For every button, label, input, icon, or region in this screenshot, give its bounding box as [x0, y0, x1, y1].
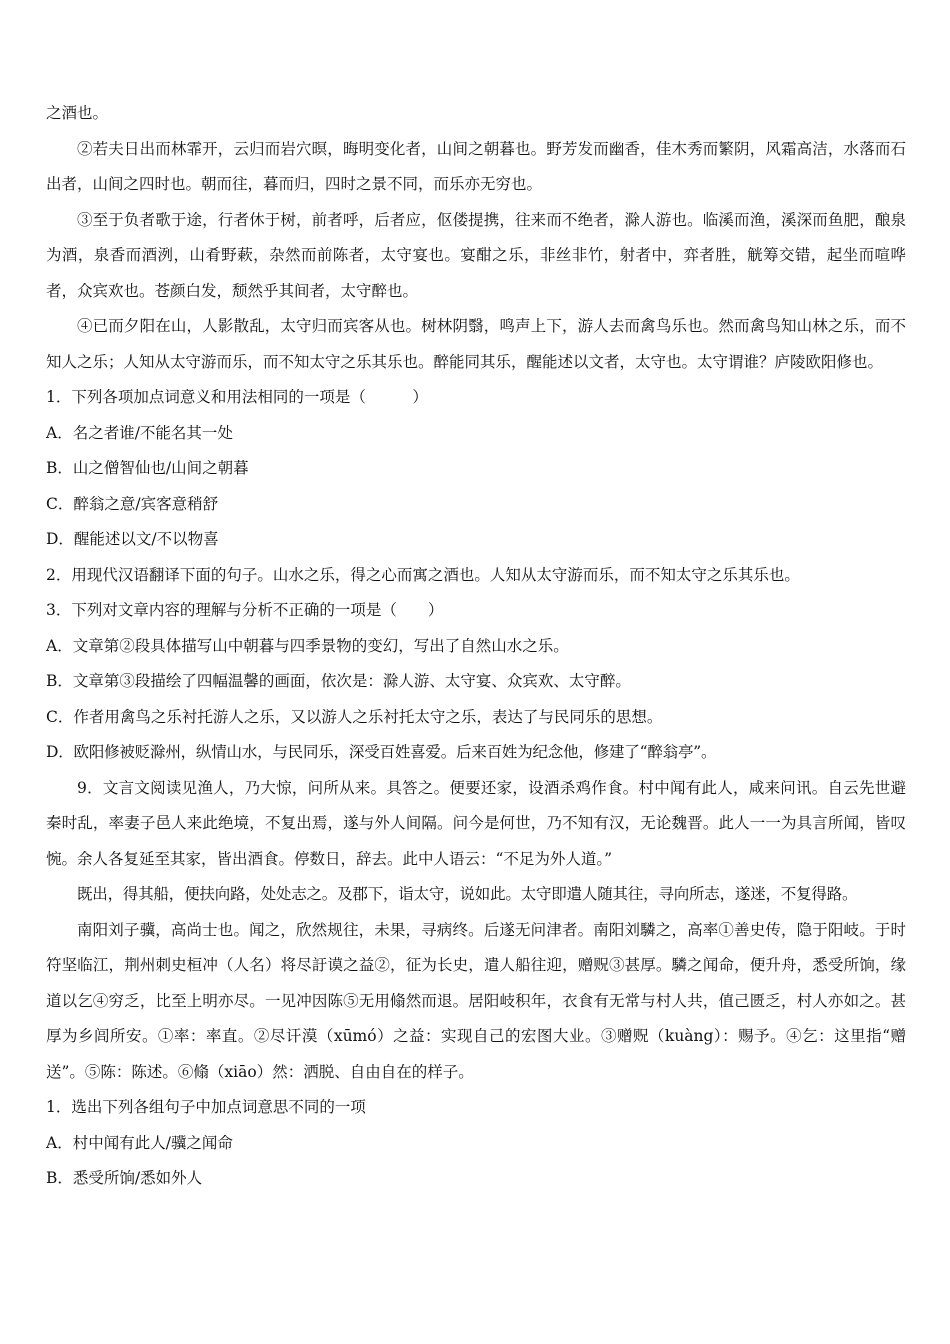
passage1-paragraph-2: ②若夫日出而林霏开，云归而岩穴暝，晦明变化者，山间之朝暮也。野芳发而幽香，佳木秀而繁阴，风霜高洁，水落而石出者，山间之四时也。朝而往，暮而归，四时之景不同，而乐亦无穷也。: [46, 139, 906, 193]
passage2-paragraph-2: 既出，得其船，便扶向路，处处志之。及郡下，诣太守，说如此。太守即遣人随其往，寻向所志，遂迷，不复得路。: [77, 885, 858, 903]
passage2-paragraph-3: 南阳刘子骥，高尚士也。闻之，欣然规往，未果，寻病终。后遂无问津者。南阳刘驎之，高率①善史传，隐于阳岐。于时符坚临江，荆州刺史桓冲（人名）将尽訏谟之益②，征为长史，遣人船往迎，赠贶③甚厚。驎之闻命，便升舟，悉受所饷，缘道以乞④穷乏，比至上明亦尽。一见冲因陈⑤无用翛然而退。居阳岐积年，衣食有无常与村人共，值己匮乏，村人亦如之。甚厚为乡闾所安。①率：率直。②尽讦漠（xūmó）之益：实现自己的宏图大业。③赠贶（kuàng）：赐予。④乞：这里指“赠送”。⑤陈：陈述。⑥翛（xiāo）然：洒脱、自由自在的样子。: [46, 920, 906, 1081]
question-2-1: 1．选出下列各组句子中加点词意思不同的一项: [46, 1098, 366, 1116]
question-2-1-option-a: A．村中闻有此人/骥之闻命: [46, 1133, 233, 1152]
question-1-option-c: C．醉翁之意/宾客意稍舒: [46, 494, 219, 513]
question-3-option-c: C．作者用禽鸟之乐衬托游人之乐，又以游人之乐衬托太守之乐，表达了与民同乐的思想。: [46, 707, 663, 726]
passage1-paragraph-4: ④已而夕阳在山，人影散乱，太守归而宾客从也。树林阴翳，鸣声上下，游人去而禽鸟乐也。然而禽鸟知山林之乐，而不知人之乐；人知从太守游而乐，而不知太守之乐其乐也。醉能同其乐，醒能述以文者，太守也。太守谓谁？庐陵欧阳修也。: [46, 317, 906, 371]
passage1-fragment: 之酒也。: [46, 104, 109, 122]
question-3: 3．下列对文章内容的理解与分析不正确的一项是（ ）: [46, 601, 444, 619]
passage2-paragraph-1: 9．文言文阅读见渔人，乃大惊，问所从来。具答之。便要还家，设酒杀鸡作食。村中闻有此人，咸来问讯。自云先世避秦时乱，率妻子邑人来此绝境，不复出焉，遂与外人间隔。问今是何世，乃不知有汉，无论魏晋。此人一一为具言所闻，皆叹惋。余人各复延至其家，皆出酒食。停数日，辞去。此中人语云：“不足为外人道。”: [46, 778, 906, 868]
question-3-option-b: B．文章第③段描绘了四幅温馨的画面，依次是：滁人游、太守宴、众宾欢、太守醉。: [46, 672, 631, 690]
question-1-option-b: B．山之僧智仙也/山间之朝暮: [46, 459, 249, 477]
question-1-option-d: D．醒能述以文/不以物喜: [46, 530, 219, 548]
question-3-option-a: A．文章第②段具体描写山中朝暮与四季景物的变幻，写出了自然山水之乐。: [46, 636, 569, 655]
passage1-paragraph-3: ③至于负者歌于途，行者休于树，前者呼，后者应，伛偻提携，往来而不绝者，滁人游也。临溪而渔，溪深而鱼肥，酿泉为酒，泉香而酒洌，山肴野蔌，杂然而前陈者，太守宴也。宴酣之乐，非丝非竹，射者中，弈者胜，觥筹交错，起坐而喧哗者，众宾欢也。苍颜白发，颓然乎其间者，太守醉也。: [46, 210, 906, 300]
question-1: 1．下列各项加点词意义和用法相同的一项是（ ）: [46, 388, 428, 406]
question-2: 2．用现代汉语翻译下面的句子。山水之乐，得之心而寓之酒也。人知从太守游而乐，而不知太守之乐其乐也。: [46, 565, 800, 584]
question-1-option-a: A．名之者谁/不能名其一处: [46, 423, 233, 442]
question-2-1-option-b: B．悉受所饷/悉如外人: [46, 1169, 203, 1187]
question-3-option-d: D．欧阳修被贬滁州，纵情山水，与民同乐，深受百姓喜爱。后来百姓为纪念他，修建了“醉翁亭”。: [46, 743, 717, 761]
